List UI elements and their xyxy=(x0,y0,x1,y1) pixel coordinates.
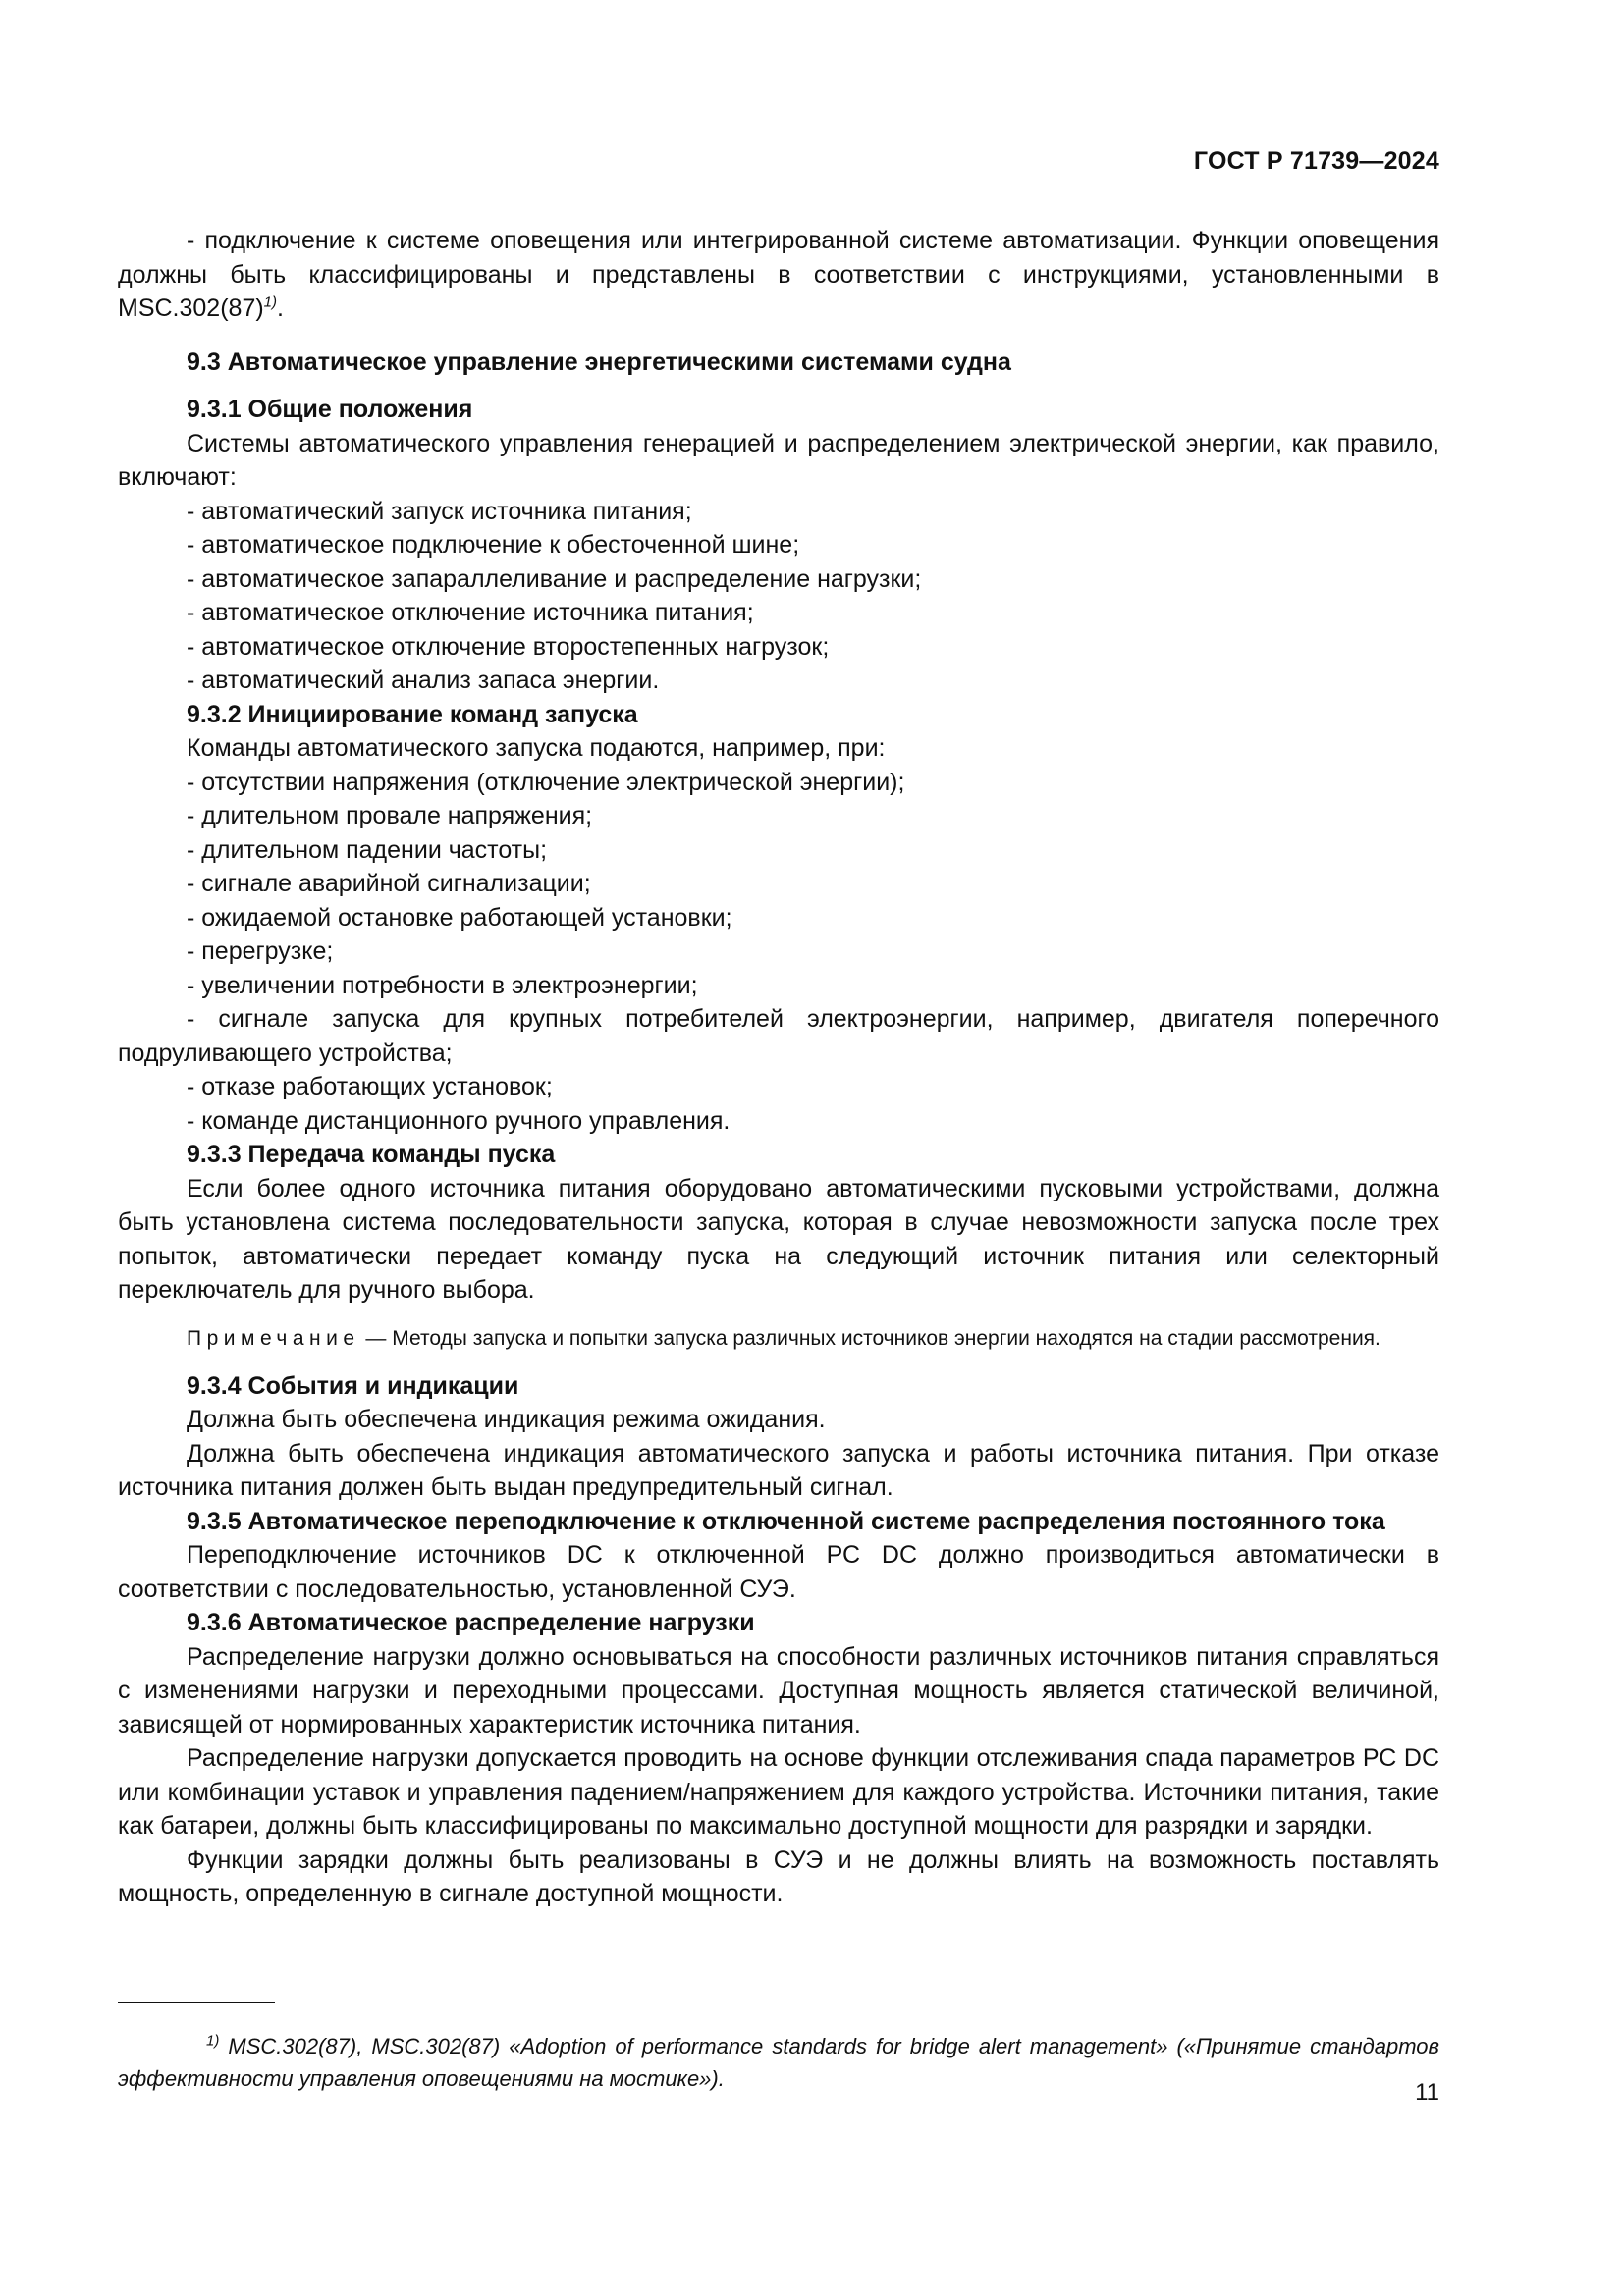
section-9-3-1-heading: 9.3.1 Общие положения xyxy=(187,396,473,423)
document-body xyxy=(118,224,1439,1911)
section-9-3-4-p1: Должна быть обеспечена индикация режима ожидания. xyxy=(187,1406,826,1433)
note-text: — Методы запуска и попытки запуска различных источников энергии находятся на стадии рассмотрения. xyxy=(359,1326,1380,1350)
list-item: - команде дистанционного ручного управления. xyxy=(187,1106,731,1135)
document-page xyxy=(118,0,1439,2296)
list-item: - автоматическое отключение источника питания; xyxy=(187,599,754,626)
page-number: 11 xyxy=(1415,2079,1439,2106)
list-item: - длительном провале напряжения; xyxy=(187,802,593,829)
section-9-3-4-p2: Должна быть обеспечена индикация автоматического запуска и работы источника питания. При отказе источника питания должен быть выдан предупредительный сигнал. xyxy=(118,1439,1439,1501)
document-header: ГОСТ Р 71739—2024 xyxy=(1193,147,1439,175)
list-item: - длительном падении частоты; xyxy=(187,835,548,864)
list-item: - автоматический запуск источника питания; xyxy=(187,497,692,525)
list-item: - сигнале запуска для крупных потребителей электроэнергии, например, двигателя поперечного подруливающего устройства; xyxy=(118,1005,1439,1067)
section-9-3-6-p2: Распределение нагрузки допускается проводить на основе функции отслеживания спада параметров РС DC или комбинации уставок и управления падением/напряжением для каждого устройства. Источники питания, такие как батареи, должны быть классифицированы по максимально доступной мощности для разрядки и зарядки. xyxy=(118,1744,1439,1840)
list-item: - сигнале аварийной сигнализации; xyxy=(187,870,591,897)
list-item: - отказе работающих установок; xyxy=(187,1073,553,1100)
list-item: - перегрузке; xyxy=(187,937,334,965)
section-9-3-6-p3: Функции зарядки должны быть реализованы в СУЭ и не должны влиять на возможность поставлять мощность, определенную в сигнале доступной мощности. xyxy=(118,1845,1439,1907)
section-9-3-2-lead: Команды автоматического запуска подаются, например, при: xyxy=(187,734,886,762)
list-item: - автоматическое отключение второстепенных нагрузок; xyxy=(187,632,830,661)
list-item: - автоматическое запараллеливание и распределение нагрузки; xyxy=(187,564,922,593)
list-item: - отсутствии напряжения (отключение электрической энергии); xyxy=(187,768,905,796)
section-9-3-5-heading: 9.3.5 Автоматическое переподключение к отключенной системе распределения постоянного тока xyxy=(187,1507,1385,1535)
intro-paragraph: - подключение к системе оповещения или интегрированной системе автоматизации. Функции оповещения должны быть классифицированы и представлены в соответствии с инструкциями, установленными в $MSC.302(87)^{1)}$. xyxy=(118,227,1439,322)
note xyxy=(118,1323,1439,1354)
footnote-text: MSC.302(87), MSC.302(87) «Adoption of performance standards for bridge alert management» («Принятие стандартов эффективности управления оповещениями на мостике»). xyxy=(118,2034,1439,2091)
section-9-3-4-heading: 9.3.4 События и индикации xyxy=(187,1371,519,1400)
list-item: - ожидаемой остановке работающей установки; xyxy=(187,903,732,932)
section-9-3-1-lead: Системы автоматического управления генерацией и распределением электрической энергии, как правило, включают: xyxy=(118,429,1439,491)
footnote xyxy=(118,2030,1439,2095)
list-item: - автоматический анализ запаса энергии. xyxy=(187,667,660,694)
footnote-ref[interactable]: 1) xyxy=(263,294,278,311)
section-9-3-6-heading: 9.3.6 Автоматическое распределение нагрузки xyxy=(187,1609,755,1636)
note-label: Примечание xyxy=(187,1326,360,1350)
section-9-3-3-heading: 9.3.3 Передача команды пуска xyxy=(187,1141,556,1168)
footnote-divider xyxy=(118,2002,275,2003)
section-9-3-6-p1: Распределение нагрузки должно основываться на способности различных источников питания справляться с изменениями нагрузки и переходными процессами. Доступная мощность является статической величиной, зависящей от нормированных характеристик источника питания. xyxy=(118,1642,1439,1738)
list-item: - увеличении потребности в электроэнергии; xyxy=(187,971,698,999)
list-item: - автоматическое подключение к обесточенной шине; xyxy=(187,531,800,559)
section-9-3-heading: 9.3 Автоматическое управление энергетическими системами судна xyxy=(187,347,1011,376)
section-9-3-5-text: Переподключение источников DC к отключенной РС DC должно производиться автоматически в соответствии с последовательностью, установленной СУЭ. xyxy=(118,1541,1439,1603)
footnote-number: 1) xyxy=(206,2032,220,2050)
section-9-3-3-text: Если более одного источника питания оборудовано автоматическими пусковыми устройствами, должна быть установлена система последовательности запуска, которая в случае невозможности запуска после трех попыток, автоматически передает команду пуска на следующий источник питания или селекторный переключатель для ручного выбора. xyxy=(118,1174,1439,1304)
section-9-3-2-heading: 9.3.2 Инициирование команд запуска xyxy=(187,700,638,728)
